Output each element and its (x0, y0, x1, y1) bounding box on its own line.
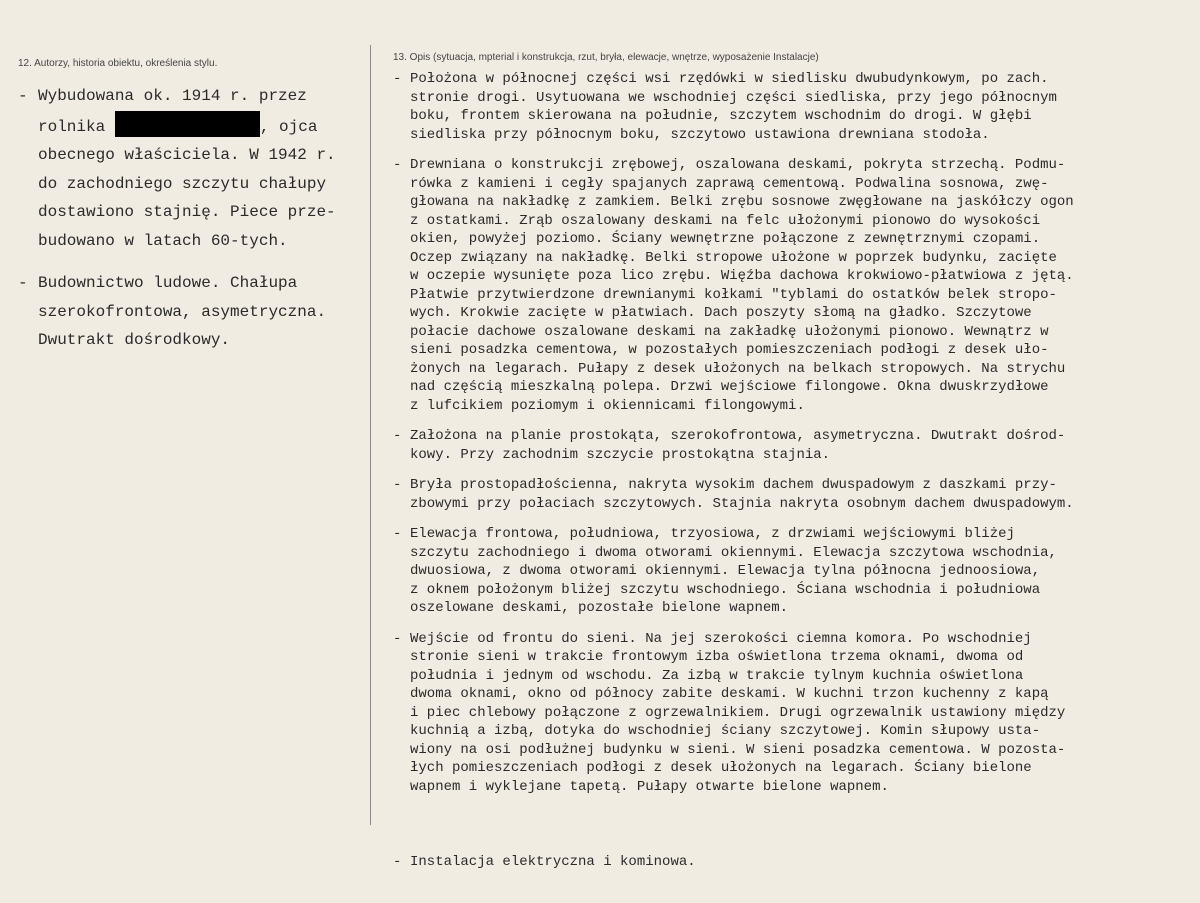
paragraph-dash: - (393, 630, 402, 647)
section-12-heading: 12. Autorzy, historia obiektu, określenia stylu. (18, 58, 218, 69)
construction-paragraph (393, 156, 1193, 415)
installations-text: Instalacja elektryczna i kominowa. (410, 854, 696, 870)
interior-paragraph (393, 630, 1193, 797)
paragraph-dash: - (18, 274, 28, 292)
right-column (393, 70, 1193, 796)
style-paragraph (18, 269, 363, 355)
location-paragraph (393, 70, 1193, 144)
paragraph-dash: - (393, 157, 402, 173)
history-paragraph (18, 82, 363, 255)
paragraph-dash: - (393, 854, 402, 870)
massing-paragraph (393, 476, 1193, 513)
section-13-heading: 13. Opis (sytuacja, mpterial i konstrukcja, rzut, bryła, elewacje, wnętrze, wyposażenie Instalacje) (393, 52, 819, 63)
location-text: Położona w północnej części wsi rzędówki w siedlisku dwubudynkowym, po zach. stronie drogi. Usytuowana we wschodniej części siedliska, przy jego północnym boku, frontem skierowana na południe, szczytem wschodnim do drogi. W głębi siedliska przy północnym boku, szczytowo ustawiona drewniana stodoła. (410, 71, 1057, 143)
plan-text: Założona na planie prostokąta, szerokofrontowa, asymetryczna. Dwutrakt dośrod- kowy. Przy zachodnim szczycie prostokątna stajnia. (410, 428, 1066, 463)
massing-text: Bryła prostopadłościenna, nakryta wysokim dachem dwuspadowym z daszkami przy- zbowymi przy połaciach szczytowych. Stajnia nakryta osobnym dachem dwuspadowym. (410, 477, 1074, 512)
paragraph-dash: - (393, 428, 402, 444)
installations-paragraph (393, 853, 1193, 872)
redaction-block (115, 111, 260, 137)
column-divider (370, 45, 371, 825)
paragraph-dash: - (393, 477, 402, 493)
history-text-before-redaction: Wybudowana ok. 1914 r. przez rolnika (38, 87, 307, 136)
left-column (18, 82, 363, 355)
history-text (38, 82, 363, 255)
paragraph-dash: - (393, 526, 402, 542)
paragraph-dash: - (393, 71, 402, 87)
construction-text: Drewniana o konstrukcji zrębowej, oszalowana deskami, pokryta strzechą. Podmu- rówka z kamieni i cegły spajanych zaprawą cementową. Podwalina sosnowa, zwę- głowana na nakładkę z zamkiem. Belki zrębu sosnowe zwęgłowane na jaskółczy ogon z ostatkami. Zrąb oszalowany deskami na felc ułożonymi pionowo do wysokości okien, powyżej poziomo. Ściany wewnętrzne połączone z zewnętrznymi czopami. Oczep związany na nakładkę. Belki stropowe ułożone w poprzek budynku, zacięte w oczepie wysunięte poza lico zrębu. Więźba dachowa krokwiowo-płatwiowa z jętą. Płatwie przytwierdzone drewnianymi kołkami "tyblami do ostatków belek stropo- wych. Krokwie zacięte w płatwiach. Dach poszyty słomą na gładko. Szczytowe połacie dachowe oszalowane deskami na zakładkę ułożonymi pionowo. Wewnątrz w sieni posadzka cementowa, w pozostałych pomieszczeniach podłogi z desek uło- żonych na legarach. Pułapy z desek ułożonych na belkach stropowych. Na strychu nad częścią mieszkalną polepa. Drzwi wejściowe filongowe. Okna dwuskrzydłowe z lufcikiem poziomym i okiennicami filongowymi. (410, 157, 1074, 414)
style-text: Budownictwo ludowe. Chałupa szerokofrontowa, asymetryczna. Dwutrakt dośrodkowy. (38, 274, 327, 349)
interior-text: Wejście od frontu do sieni. Na jej szerokości ciemna komora. Po wschodniej stronie sieni w trakcie frontowym izba oświetlona trzema oknami, dwoma od południa i jednym od wschodu. Za izbą w trakcie tylnym kuchnia oświetlona dwoma oknami, okno od północy zabite deskami. W kuchni trzon kuchenny z kapą i piec chlebowy połączone z ogrzewalnikiem. Drugi ogrzewalnik ustawiony między kuchnią a izbą, dotyka do wschodniej ściany szczytowej. Komin słupowy usta- wiony na osi podłużnej budynku w sieni. W sieni posadzka cementowa. W pozosta- łych pomieszczeniach podłogi z desek ułożonych na legarach. Ściany bielone wapnem i wyklejane tapetą. Pułapy otwarte bielone wapnem. (410, 630, 1066, 795)
elevations-text: Elewacja frontowa, południowa, trzyosiowa, z drzwiami wejściowymi bliżej szczytu zachodniego i dwoma otworami okiennymi. Elewacja szczytowa wschodnia, dwuosiowa, z dwoma otworami okiennymi. Elewacja tylna północna jednoosiowa, z oknem położonym bliżej szczytu wschodniego. Ściana wschodnia i południowa oszelowane deskami, pozostałe bielone wapnem. (410, 526, 1057, 616)
paragraph-dash: - (18, 87, 28, 105)
plan-paragraph (393, 427, 1193, 464)
elevations-paragraph (393, 525, 1193, 618)
history-text-after-redaction: , ojca obecnego właściciela. W 1942 r. do zachodniego szczytu chałupy dostawiono stajnię. Piece prze- budowano w latach 60-tych. (38, 117, 336, 250)
